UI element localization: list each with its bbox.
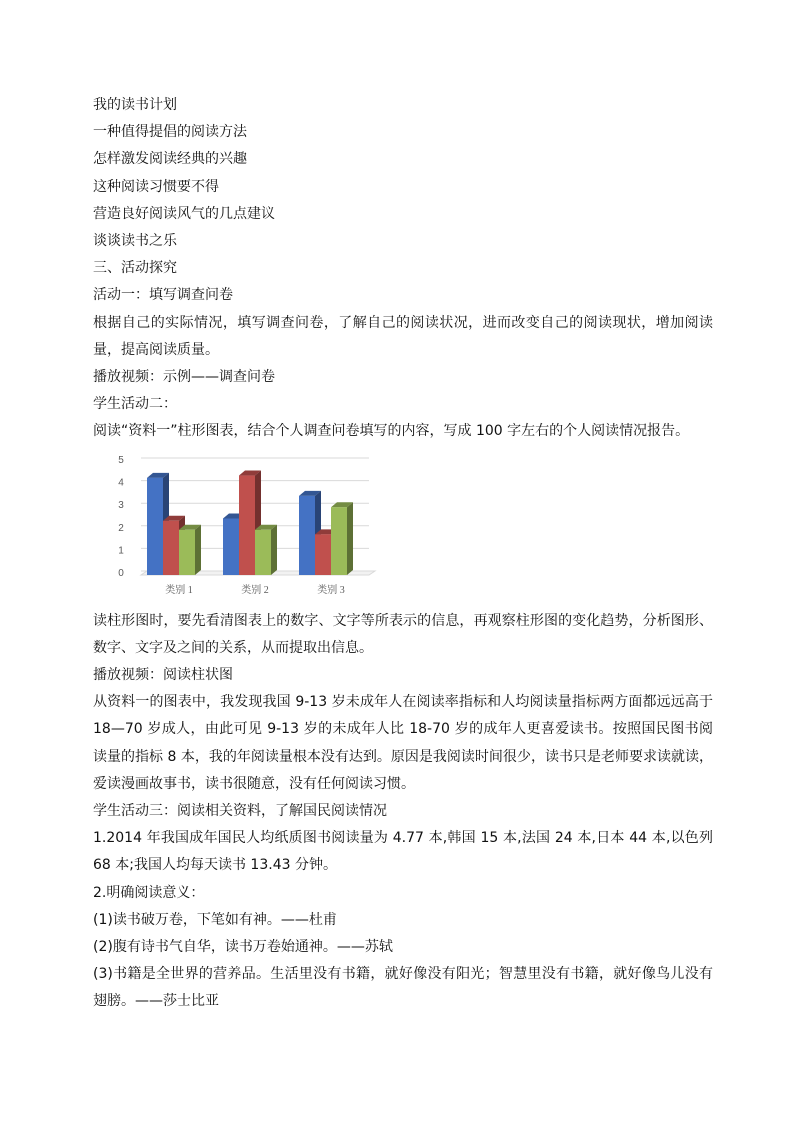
bar [163,520,179,574]
meaning-heading: 2.明确阅读意义： [93,884,205,901]
heading-line: 谈谈读书之乐 [93,233,177,250]
survey-paragraph: 根据自己的实际情况，填写调查问卷，了解自己的阅读状况，进而改变自己的阅读现状，增加阅读量，提高阅读质量。 [93,314,713,358]
bar-side-face [347,502,353,575]
section-heading: 三、活动探究 [93,260,177,277]
bar [255,529,271,574]
x-category-label: 类别 1 [165,584,193,596]
x-category-label: 类别 2 [241,584,269,596]
bar [223,518,239,575]
bar-side-face [271,524,277,574]
heading-line: 这种阅读习惯要不得 [93,178,219,195]
bar [299,496,315,575]
y-tick-label: 3 [118,499,124,511]
x-category-label: 类别 3 [317,584,345,596]
video-line: 播放视频：示例——调查问卷 [93,369,275,386]
heading-line: 怎样激发阅读经典的兴趣 [93,151,247,168]
task-paragraph: 阅读“资料一”柱形图表，结合个人调查问卷填写的内容，写成 100 字左右的个人阅读情况报告。 [93,423,690,440]
heading-line: 一种值得提倡的阅读方法 [93,124,247,141]
y-tick-label: 5 [118,454,124,466]
bar [331,507,347,575]
bar [179,529,195,574]
activity-heading: 活动一：填写调查问卷 [93,287,233,304]
quote-line: (3)书籍是全世界的营养品。生活里没有书籍，就好像没有阳光；智慧里没有书籍，就好像鸟儿没有翅膀。——莎士比亚 [93,966,713,1010]
heading-line: 营造良好阅读风气的几点建议 [93,205,275,222]
y-tick-label: 2 [118,522,124,534]
activity-heading: 学生活动三：阅读相关资料，了解国民阅读情况 [93,803,387,820]
y-tick-label: 1 [118,545,124,557]
video-line: 播放视频：阅读柱状图 [93,667,233,684]
y-tick-label: 4 [118,477,124,489]
bar [239,475,255,574]
activity-heading: 学生活动二： [93,396,177,413]
bar-chart [105,454,385,602]
bar [147,477,163,574]
bar-side-face [195,524,201,574]
stats-paragraph: 1.2014 年我国成年国民人均纸质图书阅读量为 4.77 本,韩国 15 本,法国 24 本,日本 44 本,以色列 68 本;我国人均每天读书 13.43 分钟。 [93,830,713,874]
bar [315,534,331,575]
read-chart-paragraph: 读柱形图时，要先看清图表上的数字、文字等所表示的信息，再观察柱形图的变化趋势，分析图形、数字、文字及之间的关系，从而提取出信息。 [93,612,713,656]
quote-line: (1)读书破万卷，下笔如有神。——杜甫 [93,911,337,928]
document-page [93,92,713,1016]
bar-chart-svg [105,454,385,602]
y-tick-label: 0 [118,567,124,579]
heading-line: 我的读书计划 [93,97,177,113]
quote-line: (2)腹有诗书气自华，读书万卷始通神。——苏轼 [93,939,393,956]
report-paragraph: 从资料一的图表中，我发现我国 9-13 岁未成年人在阅读率指标和人均阅读量指标两方面都远远高于 18—70 岁成人，由此可见 9-13 岁的未成年人比 18-70 岁的成年人更喜爱读书。按照国民图书阅读量的指标 8 本，我的年阅读量根本没有达到。原因是我阅读时间很少，读书只是老师要求读就读，爱读漫画故事书，读书很随意，没有任何阅读习惯。 [93,694,713,792]
